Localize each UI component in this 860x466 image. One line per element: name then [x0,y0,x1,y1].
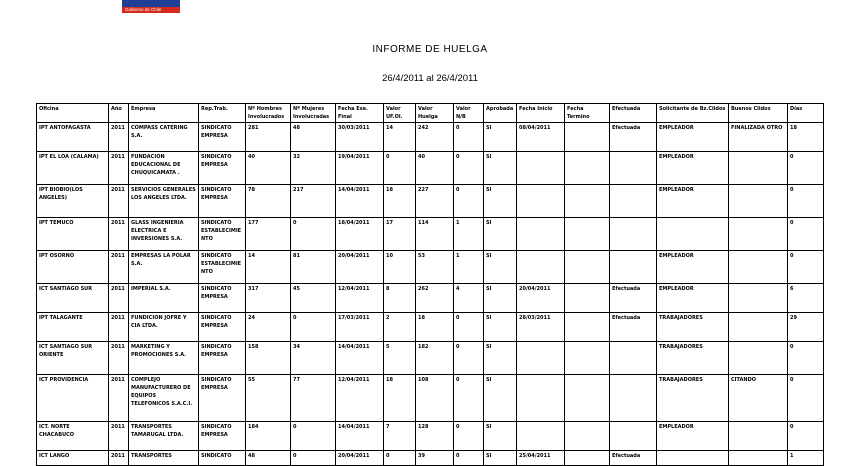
table-cell: SI [484,284,517,313]
column-header: Año [109,104,129,123]
table-cell: SINDICATO ESTABLECIMIENTO [199,251,246,284]
table-cell: 18/04/2011 [336,218,384,251]
table-cell: SI [484,342,517,375]
table-cell: IPT OSORNO [37,251,109,284]
table-cell: SINDICATO EMPRESA [199,152,246,185]
table-cell: 14/04/2011 [336,422,384,451]
table-cell: 25/04/2011 [517,451,565,466]
table-cell: 0 [291,313,336,342]
table-cell: 0 [291,218,336,251]
table-row [37,123,824,152]
table-cell: EMPLEADOR [657,422,729,451]
table-cell: 2011 [109,251,129,284]
table-cell: 12/04/2011 [336,284,384,313]
column-header: Efectuada [610,104,657,123]
table-cell: 0 [788,422,824,451]
table-cell [610,152,657,185]
table-cell: EMPRESAS LA POLAR S.A. [129,251,199,284]
table-cell: SI [484,313,517,342]
table-cell: SI [484,451,517,466]
table-cell: 40 [416,152,454,185]
table-cell: 81 [291,251,336,284]
table-cell: 0 [291,422,336,451]
table-cell: 18 [384,185,416,218]
table-cell: 20/04/2011 [336,251,384,284]
table-cell: 2011 [109,123,129,152]
table-cell: 0 [291,451,336,466]
table-cell: 7 [384,422,416,451]
table-cell: 2011 [109,451,129,466]
table-cell [729,422,788,451]
table-cell: ICT SANTIAGO SUR ORIENTE [37,342,109,375]
table-cell [565,251,610,284]
table-cell: Efectuada [610,284,657,313]
table-cell: SINDICATO EMPRESA [199,123,246,152]
table-cell: TRANSPORTES [129,451,199,466]
table-row [37,251,824,284]
table-cell: FINALIZADA OTRO [729,123,788,152]
column-header: Solicitante de Bz.Clidos [657,104,729,123]
table-cell: SINDICATO EMPRESA [199,284,246,313]
table-row [37,422,824,451]
column-header: Valor Huelga [416,104,454,123]
table-cell: 227 [416,185,454,218]
table-cell: IMPERIAL S.A. [129,284,199,313]
table-cell: SINDICATO EMPRESA [199,313,246,342]
table-cell: SI [484,123,517,152]
table-cell: 1 [454,251,484,284]
table-cell: 242 [416,123,454,152]
table-cell [565,218,610,251]
table-cell: COMPASS CATERING S.A. [129,123,199,152]
table-cell [517,375,565,422]
table-cell: 53 [416,251,454,284]
table-cell: IPT BIOBIO(LOS ANGELES) [37,185,109,218]
table-cell: 5 [384,342,416,375]
table-cell: 0 [384,451,416,466]
table-cell: 2011 [109,342,129,375]
table-cell: 17/03/2011 [336,313,384,342]
table-cell: 14 [384,123,416,152]
table-cell [565,342,610,375]
table-cell: CITANDO [729,375,788,422]
table-cell: SINDICATO EMPRESA [199,422,246,451]
table-cell [565,284,610,313]
table-cell: TRABAJADORES [657,313,729,342]
column-header: Fecha Ese. Final [336,104,384,123]
table-cell: 0 [788,185,824,218]
table-cell: 1 [454,218,484,251]
table-cell: SERVICIOS GENERALES LOS ANGELES LTDA. [129,185,199,218]
table-cell: 0 [788,152,824,185]
table-cell: 14/04/2011 [336,185,384,218]
table-cell: 6 [788,284,824,313]
table-cell: EMPLEADOR [657,123,729,152]
gobierno-logo [122,0,180,13]
table-cell [729,313,788,342]
table-cell: 78 [246,185,291,218]
table-cell: SINDICATO EMPRESA [199,375,246,422]
table-cell: Efectuada [610,123,657,152]
table-cell: 10 [384,251,416,284]
table-cell: 45 [291,284,336,313]
table-cell: TRABAJADORES [657,375,729,422]
table-cell: 0 [788,218,824,251]
table-cell: 0 [788,251,824,284]
table-cell: IPT TEMUCO [37,218,109,251]
table-cell [517,218,565,251]
table-cell [565,375,610,422]
table-cell: 17 [384,218,416,251]
table-cell: 30/03/2011 [336,123,384,152]
table-cell: 2011 [109,313,129,342]
table-cell: 114 [416,218,454,251]
table-cell [517,251,565,284]
table-cell: 2011 [109,284,129,313]
table-cell [610,218,657,251]
table-cell [565,451,610,466]
table-cell [565,422,610,451]
column-header: Aprobada [484,104,517,123]
table-row [37,375,824,422]
table-cell: 2011 [109,152,129,185]
table-cell [517,152,565,185]
table-cell: EMPLEADOR [657,284,729,313]
report-title: INFORME DE HUELGA [372,44,488,55]
table-cell [657,218,729,251]
table-cell: IPT ANTOFAGASTA [37,123,109,152]
table-cell: ICT PROVIDENCIA [37,375,109,422]
table-cell: 0 [454,185,484,218]
table-cell: ICT SANTIAGO SUR [37,284,109,313]
table-cell [729,451,788,466]
table-cell: 0 [454,451,484,466]
table-cell: ICT. NORTE CHACABUCO [37,422,109,451]
table-header-row [37,104,824,123]
table-cell: 29 [788,313,824,342]
table-cell [610,422,657,451]
column-header: Buenos Clidos [729,104,788,123]
table-cell: Efectuada [610,451,657,466]
table-cell: 24 [246,313,291,342]
table-cell: 0 [454,123,484,152]
table-cell: 40 [246,152,291,185]
table-cell: TRANSPORTES TAMARUGAL LTDA. [129,422,199,451]
table-cell: SI [484,375,517,422]
table-cell: Efectuada [610,313,657,342]
table-cell: 18 [384,375,416,422]
table-cell: 128 [416,422,454,451]
table-cell: 34 [291,342,336,375]
table-cell: SINDICATO [199,451,246,466]
table-cell [610,375,657,422]
table-cell: SI [484,251,517,284]
table-cell: 184 [246,422,291,451]
table-cell [729,251,788,284]
table-row [37,284,824,313]
table-cell: SI [484,185,517,218]
table-cell [729,185,788,218]
table-cell: 0 [454,313,484,342]
table-cell: GLASS INGENIERIA ELECTRICA E INVERSIONES S.A. [129,218,199,251]
column-header: Valor UF.Ol. [384,104,416,123]
table-cell: 28/03/2011 [517,313,565,342]
table-row [37,185,824,218]
table-cell: 1 [788,451,824,466]
table-cell [610,185,657,218]
table-cell [517,342,565,375]
table-cell [729,284,788,313]
table-row [37,313,824,342]
table-cell: 2 [384,313,416,342]
table-cell: 0 [454,375,484,422]
table-cell [565,152,610,185]
table-cell: 39 [416,451,454,466]
table-cell: MARKETING Y PROMOCIONES S.A. [129,342,199,375]
table-cell: IPT EL LOA (CALAMA) [37,152,109,185]
table-cell: 2011 [109,218,129,251]
table-cell [729,152,788,185]
table-cell: EMPLEADOR [657,152,729,185]
table-cell: 262 [416,284,454,313]
table-row [37,218,824,251]
table-cell: IPT TALAGANTE [37,313,109,342]
table-cell [565,185,610,218]
table-cell: 2011 [109,422,129,451]
table-cell: 8 [384,284,416,313]
table-cell: 281 [246,123,291,152]
column-header: Fecha Termino [565,104,610,123]
table-cell [610,251,657,284]
column-header: Fecha Inicio [517,104,565,123]
table-cell: 0 [384,152,416,185]
table-cell: 20/04/2011 [517,284,565,313]
table-cell: SI [484,218,517,251]
table-cell [517,185,565,218]
table-cell: ICT LANGO [37,451,109,466]
table-cell: 0 [454,422,484,451]
table-cell: 18 [416,313,454,342]
column-header: Nº Hombres Involucrados [246,104,291,123]
table-cell: 19/04/2011 [336,152,384,185]
column-header: Rep.Trab. [199,104,246,123]
table-cell: 4 [454,284,484,313]
table-row [37,152,824,185]
table-cell: 0 [788,375,824,422]
table-cell: 108 [416,375,454,422]
column-header: Valor N/B [454,104,484,123]
table-cell [729,342,788,375]
table-cell: EMPLEADOR [657,185,729,218]
column-header: Nº Mujeres Involucradas [291,104,336,123]
table-cell: FUNDACION EDUCACIONAL DE CHUQUICAMATA . [129,152,199,185]
table-cell: 12/04/2011 [336,375,384,422]
table-cell: 0 [454,342,484,375]
table-cell: COMPLEJO MANUFACTURERO DE EQUIPOS TELEFONICOS S.A.C.I. [129,375,199,422]
table-cell: 182 [416,342,454,375]
strike-report-table [36,103,824,466]
table-cell [610,342,657,375]
table-cell: 0 [454,152,484,185]
table-cell: 14 [246,251,291,284]
table-cell: 08/04/2011 [517,123,565,152]
table-cell: SINDICATO EMPRESA [199,185,246,218]
table-cell: 55 [246,375,291,422]
table-cell: 217 [291,185,336,218]
table-cell: 20/04/2011 [336,451,384,466]
table-cell: SINDICATO ESTABLECIMIENTO [199,218,246,251]
table-cell: 177 [246,218,291,251]
table-cell: SI [484,422,517,451]
table-cell: 2011 [109,375,129,422]
table-cell: SINDICATO EMPRESA [199,342,246,375]
table-cell: 18 [788,123,824,152]
column-header: Oficina [37,104,109,123]
logo-text: Gobierno de Chile [125,7,162,12]
table-cell: 14/04/2011 [336,342,384,375]
table-cell [565,123,610,152]
table-cell: 77 [291,375,336,422]
table-cell: 0 [788,342,824,375]
table-cell [565,313,610,342]
table-cell [517,422,565,451]
table-cell: SI [484,152,517,185]
table-row [37,451,824,466]
table-cell: 317 [246,284,291,313]
table-cell: 2011 [109,185,129,218]
table-cell: 48 [291,123,336,152]
table-cell [657,451,729,466]
table-cell [729,218,788,251]
table-cell: 48 [246,451,291,466]
column-header: Días [788,104,824,123]
report-date-range: 26/4/2011 al 26/4/2011 [382,73,478,84]
table-cell: TRABAJADORES [657,342,729,375]
table-cell: 32 [291,152,336,185]
table-cell: 158 [246,342,291,375]
table-row [37,342,824,375]
table-cell: EMPLEADOR [657,251,729,284]
column-header: Empresa [129,104,199,123]
table-cell: FUNDICION JOFRE Y CIA LTDA. [129,313,199,342]
